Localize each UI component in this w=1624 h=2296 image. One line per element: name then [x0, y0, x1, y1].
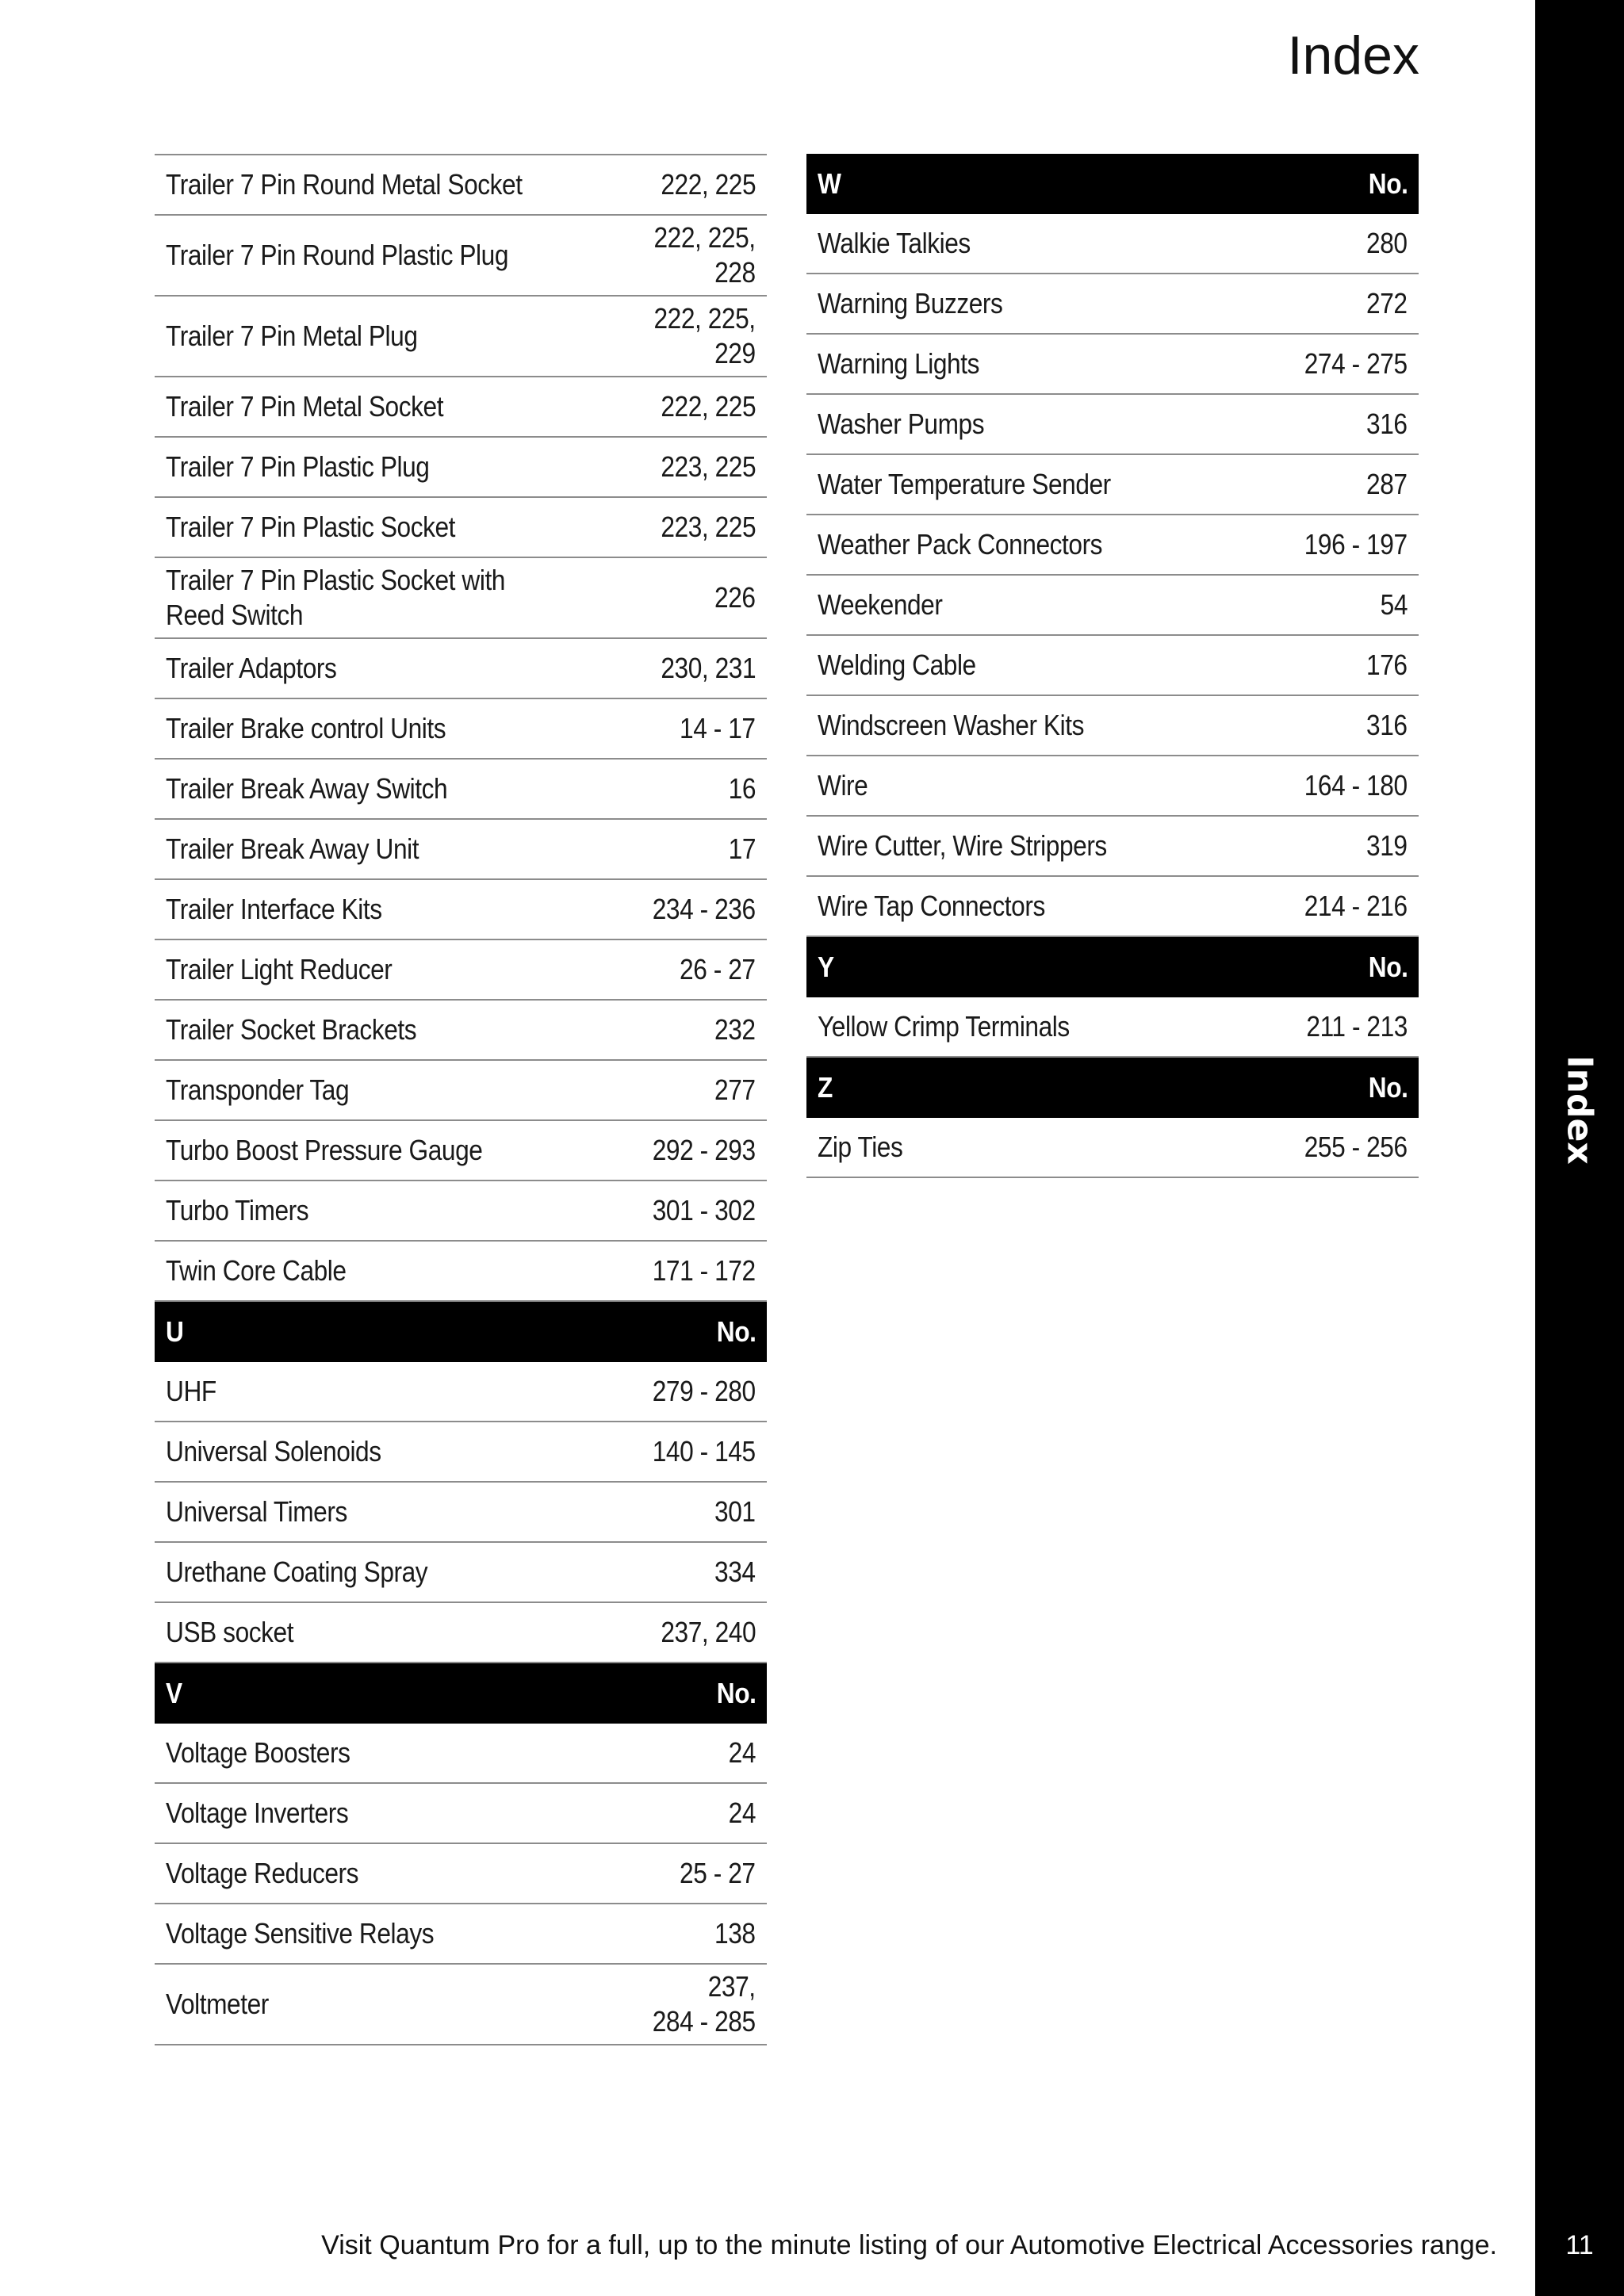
index-entry [155, 639, 767, 699]
index-entry [155, 297, 767, 377]
entry-name: Universal Solenoids [166, 1435, 381, 1468]
entry-pages: 54 [1380, 588, 1408, 621]
page-number-heading: No. [1368, 1071, 1408, 1104]
entry-pages: 226 [714, 581, 756, 614]
index-entry [155, 880, 767, 940]
index-entry [155, 438, 767, 498]
entry-pages: 255 - 256 [1304, 1131, 1408, 1163]
entry-pages: 316 [1366, 408, 1408, 440]
entry-pages: 301 [714, 1495, 756, 1528]
page-number-heading: No. [716, 1677, 756, 1709]
entry-pages: 196 - 197 [1304, 528, 1408, 561]
entry-name: Zip Ties [818, 1131, 903, 1163]
index-entry [155, 155, 767, 216]
entry-pages: 16 [728, 772, 756, 805]
index-entry [155, 1965, 767, 2045]
index-entry [806, 636, 1419, 696]
index-entry [806, 576, 1419, 636]
entry-pages: 292 - 293 [653, 1134, 756, 1166]
entry-pages: 140 - 145 [653, 1435, 756, 1468]
entry-name: Washer Pumps [818, 408, 985, 440]
entry-name: Trailer Break Away Switch [166, 772, 448, 805]
entry-name: UHF [166, 1375, 216, 1407]
entry-pages: 26 - 27 [680, 953, 756, 985]
section-letter: Z [818, 1071, 833, 1104]
entry-pages: 319 [1366, 829, 1408, 862]
index-entry [155, 699, 767, 760]
section-letter: U [166, 1315, 184, 1348]
entry-pages: 223, 225 [661, 511, 756, 543]
index-entry [155, 1724, 767, 1784]
index-entry [806, 756, 1419, 817]
entry-pages: 316 [1366, 709, 1408, 741]
entry-name: Windscreen Washer Kits [818, 709, 1084, 741]
index-entry [155, 1784, 767, 1844]
section-letter: Y [818, 951, 834, 983]
entry-name: Voltage Reducers [166, 1857, 359, 1889]
entry-name: Welding Cable [818, 649, 976, 681]
section-header-u [155, 1302, 767, 1362]
entry-pages: 14 - 17 [680, 712, 756, 744]
index-entry [155, 1061, 767, 1121]
entry-pages: 138 [714, 1917, 756, 1950]
section-header-v [155, 1663, 767, 1724]
index-entry [806, 696, 1419, 756]
entry-pages: 211 - 213 [1306, 1010, 1408, 1043]
index-entry [155, 1422, 767, 1483]
entry-name: Wire [818, 769, 868, 802]
page-number: 11 [1565, 2230, 1594, 2260]
entry-name: Voltmeter [166, 1988, 269, 2020]
entry-name: Walkie Talkies [818, 227, 971, 259]
entry-pages: 24 [728, 1736, 756, 1769]
entry-name: Yellow Crimp Terminals [818, 1010, 1070, 1043]
entry-pages: 234 - 236 [653, 893, 756, 925]
entry-name: Weather Pack Connectors [818, 528, 1103, 561]
index-entry [806, 455, 1419, 515]
section-letter: W [818, 167, 841, 200]
index-entry [806, 997, 1419, 1058]
entry-name: Trailer Interface Kits [166, 893, 382, 925]
entry-pages: 25 - 27 [680, 1857, 756, 1889]
entry-pages: 279 - 280 [653, 1375, 756, 1407]
entry-pages: 277 [714, 1073, 756, 1106]
entry-pages: 223, 225 [661, 450, 756, 483]
entry-pages: 274 - 275 [1304, 347, 1408, 380]
entry-name: Urethane Coating Spray [166, 1556, 428, 1588]
entry-name: USB socket [166, 1616, 294, 1648]
entry-name: Trailer 7 Pin Metal Plug [166, 320, 418, 352]
index-entry [806, 274, 1419, 335]
entry-pages: 164 - 180 [1304, 769, 1408, 802]
index-entry [155, 1121, 767, 1181]
index-entry [155, 1242, 767, 1302]
entry-pages: 176 [1366, 649, 1408, 681]
entry-pages: 222, 225 [661, 390, 756, 423]
index-entry [806, 335, 1419, 395]
entry-pages: 301 - 302 [653, 1194, 756, 1226]
index-entry [155, 377, 767, 438]
page-number-heading: No. [1368, 167, 1408, 200]
index-entry [806, 395, 1419, 455]
index-entry [806, 1118, 1419, 1178]
entry-name: Trailer Adaptors [166, 652, 337, 684]
entry-pages: 222, 225 [661, 168, 756, 201]
entry-name: Warning Lights [818, 347, 979, 380]
entry-name: Trailer Socket Brackets [166, 1013, 417, 1046]
index-entry [155, 1543, 767, 1603]
index-entry [155, 498, 767, 558]
entry-pages: 222, 225, 228 [653, 221, 756, 289]
index-entry [155, 1001, 767, 1061]
entry-name: Universal Timers [166, 1495, 347, 1528]
entry-pages: 287 [1366, 468, 1408, 500]
entry-name: Voltage Inverters [166, 1797, 349, 1829]
entry-name: Turbo Timers [166, 1194, 309, 1226]
entry-name: Wire Tap Connectors [818, 890, 1045, 922]
entry-pages: 237, 240 [661, 1616, 756, 1648]
entry-name: Turbo Boost Pressure Gauge [166, 1134, 483, 1166]
page-title: Index [1287, 25, 1419, 86]
index-entry [806, 817, 1419, 877]
entry-name: Trailer Break Away Unit [166, 832, 419, 865]
entry-name: Trailer 7 Pin Round Metal Socket [166, 168, 523, 201]
index-entry [155, 1844, 767, 1904]
entry-name: Water Temperature Sender [818, 468, 1111, 500]
section-header-z [806, 1058, 1419, 1118]
entry-pages: 24 [728, 1797, 756, 1829]
index-column-right [806, 154, 1419, 1178]
page-number-heading: No. [1368, 951, 1408, 983]
entry-pages: 222, 225, 229 [653, 302, 756, 369]
entry-pages: 230, 231 [661, 652, 756, 684]
entry-name: Wire Cutter, Wire Strippers [818, 829, 1107, 862]
entry-name: Trailer 7 Pin Plastic Plug [166, 450, 430, 483]
entry-name: Twin Core Cable [166, 1254, 347, 1287]
index-entry [806, 877, 1419, 937]
entry-pages: 214 - 216 [1304, 890, 1408, 922]
entry-name: Trailer Brake control Units [166, 712, 446, 744]
entry-name: Voltage Sensitive Relays [166, 1917, 435, 1950]
entry-name: Trailer 7 Pin Plastic Socket with Reed Switch [166, 564, 505, 631]
footer-note: Visit Quantum Pro for a full, up to the minute listing of our Automotive Electrical Accessories range. [321, 2230, 1497, 2260]
entry-name: Trailer 7 Pin Metal Socket [166, 390, 444, 423]
entry-pages: 171 - 172 [653, 1254, 756, 1287]
page-number-heading: No. [716, 1315, 756, 1348]
section-header-w [806, 154, 1419, 214]
index-column-left [155, 154, 767, 2045]
index-entry [155, 1362, 767, 1422]
index-entry [806, 515, 1419, 576]
section-letter: V [166, 1677, 182, 1709]
index-list-right [806, 154, 1419, 1178]
entry-pages: 334 [714, 1556, 756, 1588]
index-entry [155, 1904, 767, 1965]
entry-name: Voltage Boosters [166, 1736, 350, 1769]
index-entry [155, 940, 767, 1001]
side-tab-label: Index [1559, 1055, 1600, 1165]
entry-pages: 280 [1366, 227, 1408, 259]
entry-name: Warning Buzzers [818, 287, 1003, 320]
index-entry [155, 1181, 767, 1242]
entry-pages: 237, 284 - 285 [653, 1970, 756, 2038]
entry-name: Trailer 7 Pin Plastic Socket [166, 511, 456, 543]
index-entry [155, 820, 767, 880]
entry-pages: 272 [1366, 287, 1408, 320]
index-entry [155, 1603, 767, 1663]
entry-name: Weekender [818, 588, 943, 621]
entry-pages: 232 [714, 1013, 756, 1046]
entry-name: Transponder Tag [166, 1073, 350, 1106]
index-entry [155, 558, 767, 639]
index-entry [155, 216, 767, 297]
index-list-left [155, 155, 767, 2045]
index-entry [806, 214, 1419, 274]
index-entry [155, 760, 767, 820]
index-entry [155, 1483, 767, 1543]
entry-pages: 17 [728, 832, 756, 865]
section-header-y [806, 937, 1419, 997]
entry-name: Trailer Light Reducer [166, 953, 393, 985]
entry-name: Trailer 7 Pin Round Plastic Plug [166, 239, 508, 271]
